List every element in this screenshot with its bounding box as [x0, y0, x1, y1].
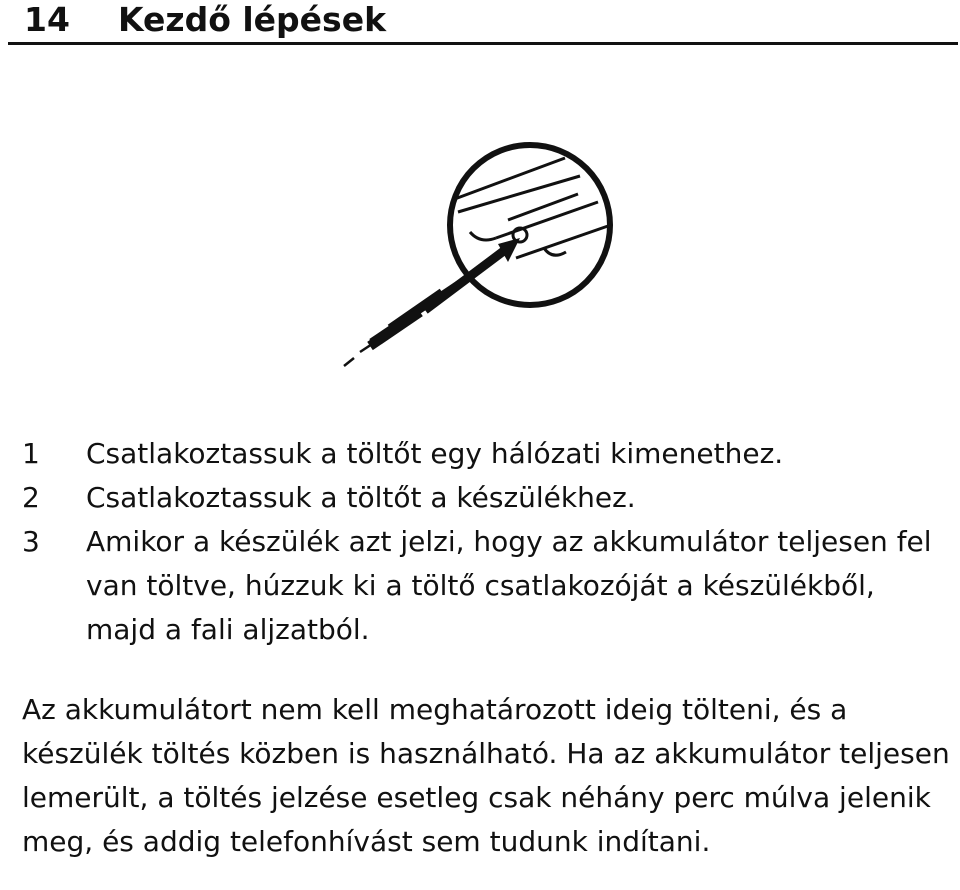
step-text: Amikor a készülék azt jelzi, hogy az akkumulátor teljesen fel van töltve, húzzuk ki a töltő csatlakozóját a készülékből, majd a fali aljzatból.	[86, 525, 932, 646]
step-number: 2	[22, 481, 40, 514]
step-1	[22, 432, 952, 476]
page-header	[8, 0, 958, 45]
info-paragraph: Az akkumulátort nem kell meghatározott ideig tölteni, és a készülék töltés közben is használható. Ha az akkumulátor teljesen lemerült, a töltés jelzése esetleg csak néhány perc múlva jelenik meg, és addig telefonhívást sem tudunk indítani.	[22, 693, 950, 858]
step-number: 3	[22, 525, 40, 558]
charger-plug-into-phone-icon	[330, 140, 630, 370]
step-2	[22, 476, 952, 520]
page-number: 14	[24, 0, 70, 39]
step-3	[22, 520, 952, 652]
instruction-steps	[22, 432, 952, 652]
chapter-title: Kezdő lépések	[118, 0, 387, 39]
step-number: 1	[22, 437, 40, 470]
step-text: Csatlakoztassuk a töltőt egy hálózati kimenethez.	[86, 437, 784, 470]
step-text: Csatlakoztassuk a töltőt a készülékhez.	[86, 481, 636, 514]
